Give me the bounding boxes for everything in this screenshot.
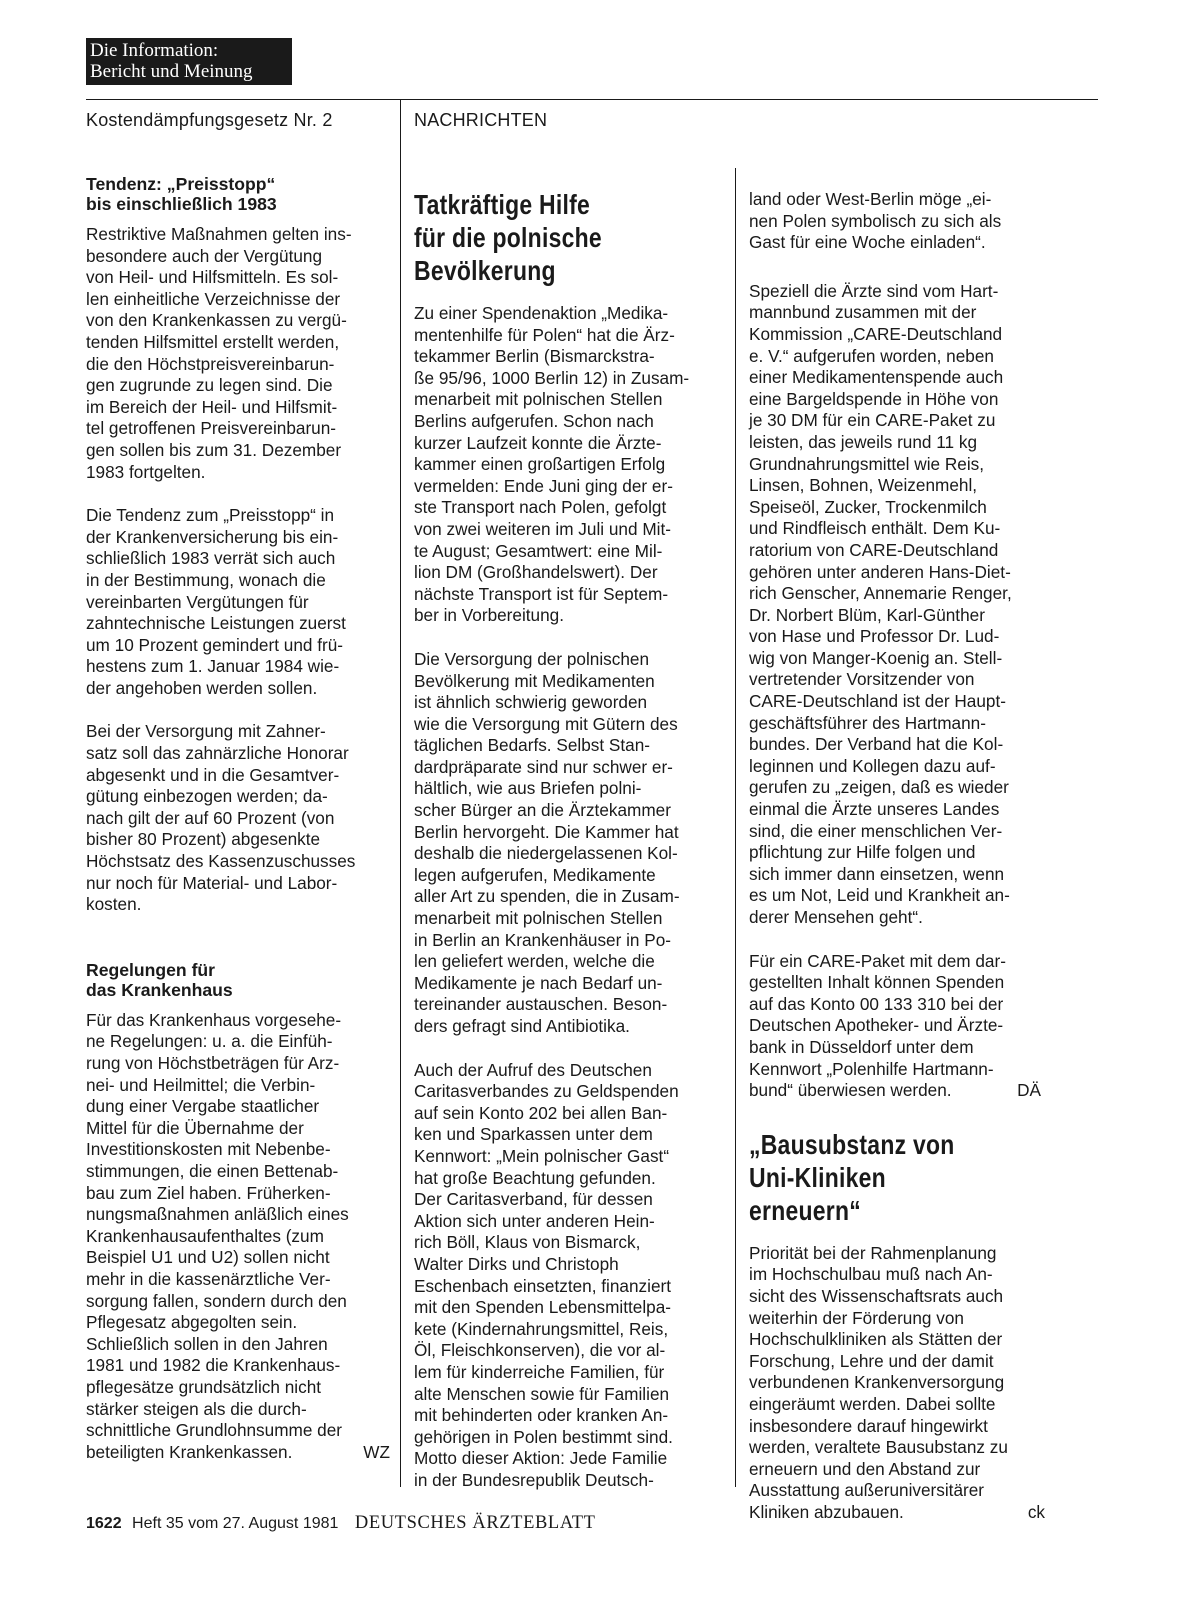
- masthead-line-2: Bericht und Meinung: [90, 61, 253, 82]
- col1-paragraph-4-text: Für das Krankenhaus vorgesehe- ne Regelungen: u. a. die Einfüh- rung von Höchstbeträgen für Arz- nei- und Heilmittel; die Verbin- dung einer Vergabe staatlicher Mittel für die Übernahme der Investitionskosten mit Nebenbe- stimmungen, die einen Bettenab- bau zum Ziel haben. Früherken- nungsmaßnahmen anläßlich eines Krankenhausaufenthaltes (zum Beispiel U1 und U2) sollen nicht mehr in die kassenärztliche Ver- sorgung fallen, sondern durch den Pflegesatz abgegolten sein. Schließlich sollen in den Jahren 1981 und 1982 die Krankenhaus- pflegesätze grundsätzlich nicht stärker steigen als die durch- schnittliche Grundlohnsumme der beteiligten Krankenkassen.: [86, 1009, 349, 1462]
- column-divider-right: [735, 168, 736, 1487]
- article-headline-bausubstanz: „Bausubstanz von Uni-Kliniken erneuern“: [749, 1128, 955, 1226]
- subhead-preisstopp: Tendenz: „Preisstopp“ bis einschließlich 1983: [86, 174, 277, 214]
- author-sign-ck: ck: [1027, 1501, 1045, 1522]
- col1-paragraph-1: Restriktive Maßnahmen gelten ins- besondere auch der Vergütung von Heil- und Hilfsmitteln. Es sol- len einheitliche Verzeichnisse der von den Krankenkassen zu vergü- tenden Hilfsmittel erstellt werden, die den Höchstpreisvereinbarun- gen zugrunde zu legen sind. Die im Bereich der Heil- und Hilfsmit- tel getroffenen Preisvereinbarun- gen sollen bis zum 31. Dezember 1983 fortgelten.: [86, 224, 352, 482]
- header-rule: [86, 99, 1098, 100]
- subhead-krankenhaus: Regelungen für das Krankenhaus: [86, 959, 233, 1000]
- section-label-right: NACHRICHTEN: [414, 110, 548, 130]
- page-number: 1622: [86, 1515, 122, 1532]
- col3-paragraph-4: [749, 1243, 1059, 1524]
- author-sign-dae: DÄ: [1017, 1080, 1041, 1101]
- journal-name: DEUTSCHES ÄRZTEBLATT: [354, 1513, 596, 1533]
- col3-paragraph-1: land oder West-Berlin möge „ei- nen Polen symbolisch zu sich als Gast für eine Woche einladen“.: [749, 189, 1002, 253]
- col3-paragraph-3: [749, 951, 1059, 1102]
- col3-paragraph-4-text: Priorität bei der Rahmenplanung im Hochschulbau muß nach An- sicht des Wissenschaftsrats auch weiterhin der Förderung von Hochschulkliniken als Stätten der Forschung, Lehre und der damit verbundenen Krankenversorgung eingeräumt werden. Dabei sollte insbesondere darauf hingewirkt werden, veraltete Bausubstanz zu erneuern und den Abstand zur Ausstattung außeruniversitärer Kliniken abzubauen.: [749, 1242, 1008, 1522]
- col2-paragraph-1: Zu einer Spendenaktion „Medika- mentenhilfe für Polen“ hat die Ärz- tekammer Berlin (Bismarckstra- ße 95/96, 1000 Berlin 12) in Zusam- menarbeit mit polnischen Stellen Berlins aufgerufen. Schon nach kurzer Laufzeit konnte die Ärzte- kammer einen großartigen Erfolg vermelden: Ende Juni ging der er- ste Transport nach Polen, gefolgt von zwei weiteren im Juli und Mit- te August; Gesamtwert: eine Mil- lion DM (Großhandelswert). Der nächste Transport ist für Septem- ber in Vorbereitung.: [414, 303, 690, 626]
- issue-info: Heft 35 vom 27. August 1981: [132, 1515, 339, 1532]
- column-divider-main: [400, 99, 401, 1487]
- col2-paragraph-2: Die Versorgung der polnischen Bevölkerung mit Medikamenten ist ähnlich schwierig geworden wie die Versorgung mit Gütern des täglichen Bedarfs. Selbst Stan- dardpräparate sind nur schwer er- hältlich, wie aus Briefen polni- scher Bürger an die Ärztekammer Berlin hervorgeht. Die Kammer hat deshalb die niedergelassenen Kol- legen aufgerufen, Medikamente aller Art zu spenden, die in Zusam- menarbeit mit polnischen Stellen in Berlin an Krankenhäuser in Po- len geliefert werden, welche die Medikamente je nach Bedarf un- tereinander austauschen. Beson- ders gefragt sind Antibiotika.: [414, 648, 680, 1036]
- article-headline-polen: Tatkräftige Hilfe für die polnische Bevölkerung: [414, 189, 602, 286]
- column-1: [86, 174, 390, 1463]
- section-label-left: Kostendämpfungsgesetz Nr. 2: [86, 110, 333, 130]
- col3-paragraph-2: Speziell die Ärzte sind vom Hart- mannbund zusammen mit der Kommission „CARE-Deutschland e. V.“ aufgerufen worden, neben einer Medikamentenspende auch eine Bargeldspende in Höhe von je 30 DM für ein CARE-Paket zu leisten, das jeweils rund 11 kg Grundnahrungsmittel wie Reis, Linsen, Bohnen, Weizenmehl, Speiseöl, Zucker, Trockenmilch und Rindfleisch enthält. Dem Ku- ratorium von CARE-Deutschland gehören unter anderen Hans-Diet- rich Genscher, Annemarie Renger, Dr. Norbert Blüm, Karl-Günther von Hase und Professor Dr. Lud- wig von Manger-Koenig an. Stell- vertretender Vorsitzender von CARE-Deutschland ist der Haupt- geschäftsführer des Hartmann- bundes. Der Verband hat die Kol- leginnen und Kollegen dazu auf- gerufen zu „zeigen, daß es wieder einmal die Ärzte unseres Landes sind, die einer menschlichen Ver- pflichtung zur Hilfe folgen und sich immer dann einsetzen, wenn es um Not, Leid und Krankheit an- derer Mensehen geht“.: [749, 280, 1012, 927]
- col3-paragraph-3-text: Für ein CARE-Paket mit dem dar- gestellten Inhalt können Spenden auf das Konto 00 133 310 bei der Deutschen Apotheker- und Ärzte- bank in Düsseldorf unter dem Kennwort „Polenhilfe Hartmann- bund“ überwiesen werden.: [749, 950, 1006, 1101]
- author-sign-wz: WZ: [363, 1441, 390, 1462]
- masthead-box: [86, 38, 292, 85]
- col2-paragraph-3: Auch der Aufruf des Deutschen Caritasverbandes zu Geldspenden auf sein Konto 202 bei allen Ban- ken und Sparkassen unter dem Kennwort: „Mein polnischer Gast“ hat große Beachtung gefunden. Der Caritasverband, für dessen Aktion sich unter anderen Hein- rich Böll, Klaus von Bismarck, Walter Dirks und Christoph Eschenbach einsetzten, finanziert mit den Spenden Lebensmittelpa- kete (Kindernahrungsmittel, Reis, Öl, Fleischkonserven), die vor al- lem für kinderreiche Familien, für alte Menschen sowie für Familien mit behinderten oder kranken An- gehörigen in Polen bestimmt sind. Motto dieser Aktion: Jede Familie in der Bundesrepublik Deutsch-: [414, 1059, 679, 1490]
- col1-paragraph-3: Bei der Versorgung mit Zahner- satz soll das zahnärzliche Honorar abgesenkt und in die Gesamtver- gütung einbezogen werden; da- nach gilt der auf 60 Prozent (von bisher 80 Prozent) abgesenkte Höchstsatz des Kassenzuschusses nur noch für Material- und Labor- kosten.: [86, 721, 356, 915]
- col1-paragraph-4: [86, 1010, 390, 1463]
- column-2: [414, 188, 724, 1491]
- masthead-line-1: Die Information:: [90, 40, 219, 61]
- page-footer: [86, 1512, 596, 1535]
- column-3: [749, 189, 1059, 1523]
- col1-paragraph-2: Die Tendenz zum „Preisstopp“ in der Krankenversicherung bis ein- schließlich 1983 verrät sich auch in der Bestimmung, wonach die vereinbarten Vergütungen für zahntechnische Leistungen zuerst um 10 Prozent gemindert und frü- hestens zum 1. Januar 1984 wie- der angehoben werden sollen.: [86, 505, 346, 698]
